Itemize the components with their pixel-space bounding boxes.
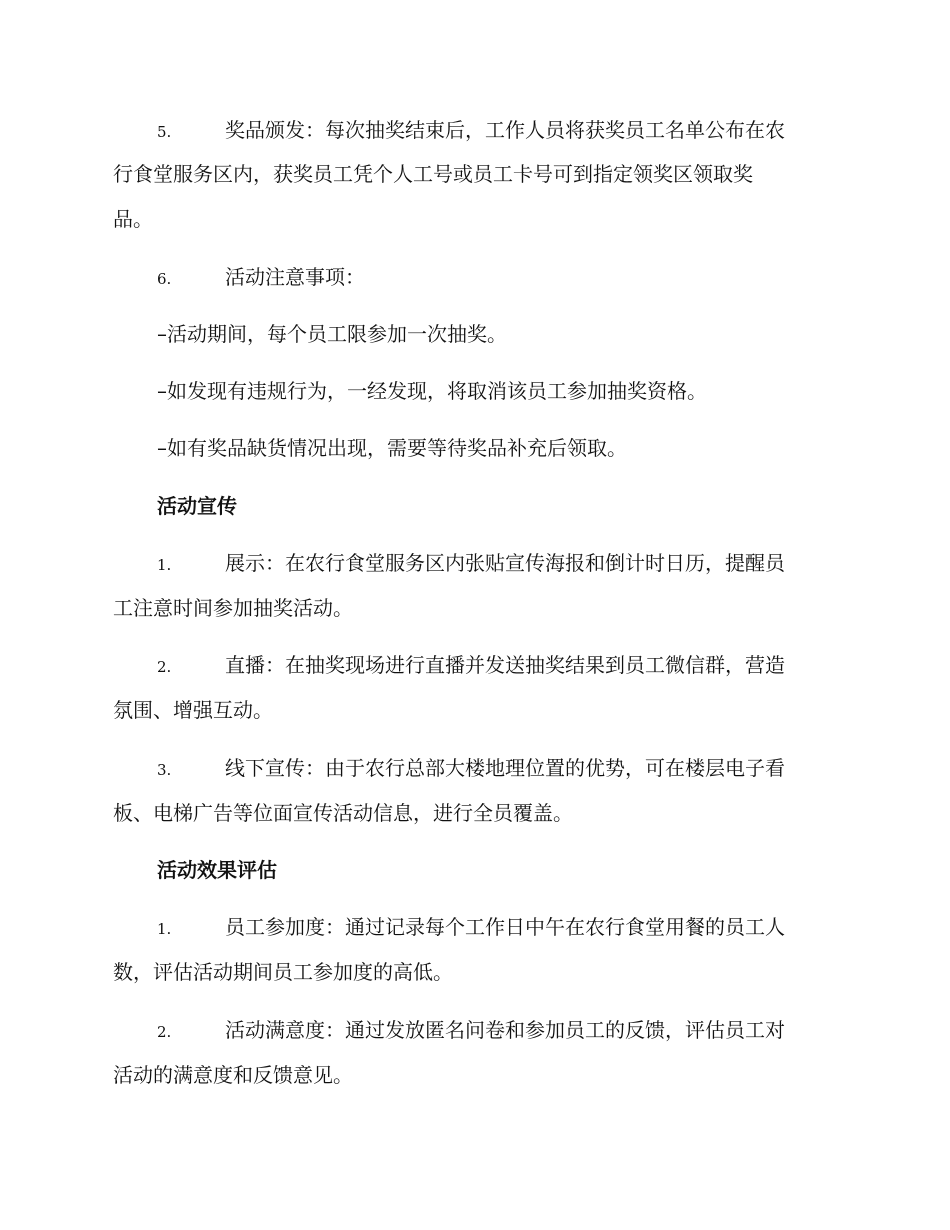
item-5-line-3: 品。 — [113, 207, 153, 231]
eval-item-1-text-1: 员工参加度：通过记录每个工作日中午在农行食堂用餐的员工人 — [225, 915, 785, 939]
promo-item-3-line-2: 板、电梯广告等位面宣传活动信息，进行全员覆盖。 — [113, 801, 573, 825]
promo-item-1-text-1: 展示：在农行食堂服务区内张贴宣传海报和倒计时日历，提醒员 — [225, 551, 785, 575]
item-6-text-1: 活动注意事项： — [225, 265, 365, 289]
eval-item-1-line-1 — [157, 913, 877, 943]
item-5-text-1: 奖品颁发：每次抽奖结束后，工作人员将获奖员工名单公布在农 — [225, 118, 785, 142]
eval-item-2-line-1 — [157, 1016, 877, 1046]
promo-item-3-line-1 — [157, 754, 877, 784]
promo-item-2-line-2: 氛围、增强互动。 — [113, 698, 273, 722]
item-6-number: 6. — [157, 270, 172, 288]
promo-item-1-number: 1. — [157, 556, 172, 574]
promo-item-2-number: 2. — [157, 658, 172, 676]
section-heading-eval: 活动效果评估 — [157, 858, 277, 882]
eval-item-1-number: 1. — [157, 920, 172, 938]
note-item: –如有奖品缺货情况出现，需要等待奖品补充后领取。 — [157, 436, 627, 460]
promo-item-2-line-1 — [157, 651, 877, 681]
eval-item-2-text-1: 活动满意度：通过发放匿名问卷和参加员工的反馈，评估员工对 — [225, 1018, 785, 1042]
item-5-line-2: 行食堂服务区内，获奖员工凭个人工号或员工卡号可到指定领奖区领取奖 — [113, 162, 753, 186]
eval-item-2-number: 2. — [157, 1023, 172, 1041]
promo-item-3-number: 3. — [157, 761, 172, 779]
promo-item-1-line-1 — [157, 549, 877, 579]
promo-item-1-line-2: 工注意时间参加抽奖活动。 — [113, 596, 353, 620]
eval-item-2-line-2: 活动的满意度和反馈意见。 — [113, 1063, 353, 1087]
item-5-line-1 — [157, 116, 877, 146]
eval-item-1-line-2: 数，评估活动期间员工参加度的高低。 — [113, 960, 453, 984]
item-5-number: 5. — [157, 123, 172, 141]
section-heading-promo: 活动宣传 — [157, 494, 237, 518]
promo-item-3-text-1: 线下宣传：由于农行总部大楼地理位置的优势，可在楼层电子看 — [225, 756, 785, 780]
note-item: –活动期间，每个员工限参加一次抽奖。 — [157, 322, 507, 346]
item-6-line-1 — [157, 263, 877, 293]
promo-item-2-text-1: 直播：在抽奖现场进行直播并发送抽奖结果到员工微信群，营造 — [225, 653, 785, 677]
note-item: –如发现有违规行为，一经发现，将取消该员工参加抽奖资格。 — [157, 379, 707, 403]
